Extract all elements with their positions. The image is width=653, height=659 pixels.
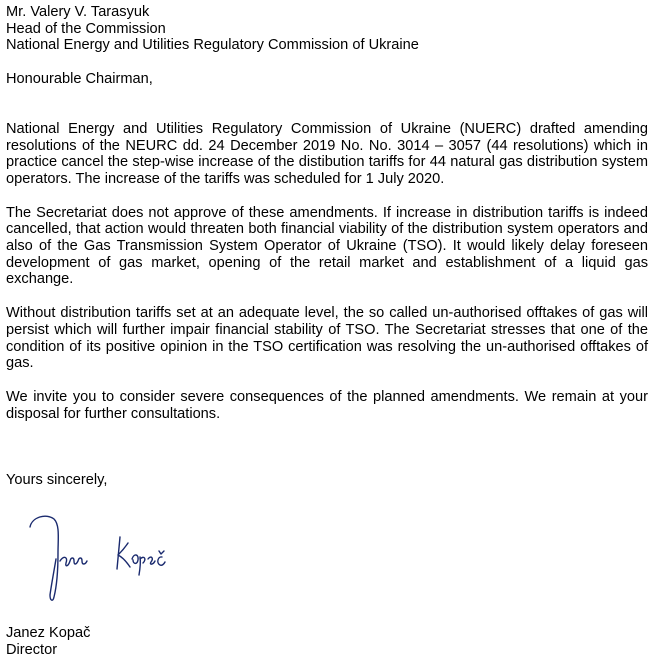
addressee-block (6, 4, 648, 54)
closing-phrase: Yours sincerely, (6, 472, 108, 489)
paragraph-4: We invite you to consider severe consequences of the planned amendments. We remain at your disposal for further consultations. (6, 388, 648, 422)
paragraph-1: National Energy and Utilities Regulatory Commission of Ukraine (NUERC) drafted amending resolutions of the NEURC dd. 24 December 2019 No. No. 3014 – 3057 (44 resolutions) which in practice cancel the step-wise increase of the distibution tariffs for 44 natural gas distribution system operators. The increase of the tariffs was scheduled for 1 July 2020. (6, 120, 648, 187)
handwritten-signature (24, 509, 174, 604)
paragraph-3: Without distribution tariffs set at an adequate level, the so called un-authorised offtakes of gas will persist which will further impair financial stability of TSO. The Secretariat stresses that one of the condition of its positive opinion in the TSO certification was resolving the un-authorised offtakes of gas. (6, 305, 648, 372)
addressee-position: Head of the Commission (6, 20, 166, 37)
salutation: Honourable Chairman, (6, 71, 153, 88)
signer-name: Janez Kopač (6, 625, 91, 641)
letter-body (6, 4, 648, 489)
signer-title: Director (6, 642, 58, 658)
paragraph-2: The Secretariat does not approve of these amendments. If increase in distribution tariffs is indeed cancelled, that action would threaten both financial viability of the distribution system operators and also of the Gas Transmission System Operator of Ukraine (TSO). It would likely delay foreseen development of gas market, opening of the retail market and establishment of a liquid gas exchange. (6, 204, 648, 288)
addressee-organization: National Energy and Utilities Regulatory Commission of Ukraine (6, 37, 419, 54)
addressee-name: Mr. Valery V. Tarasyuk (6, 4, 150, 20)
